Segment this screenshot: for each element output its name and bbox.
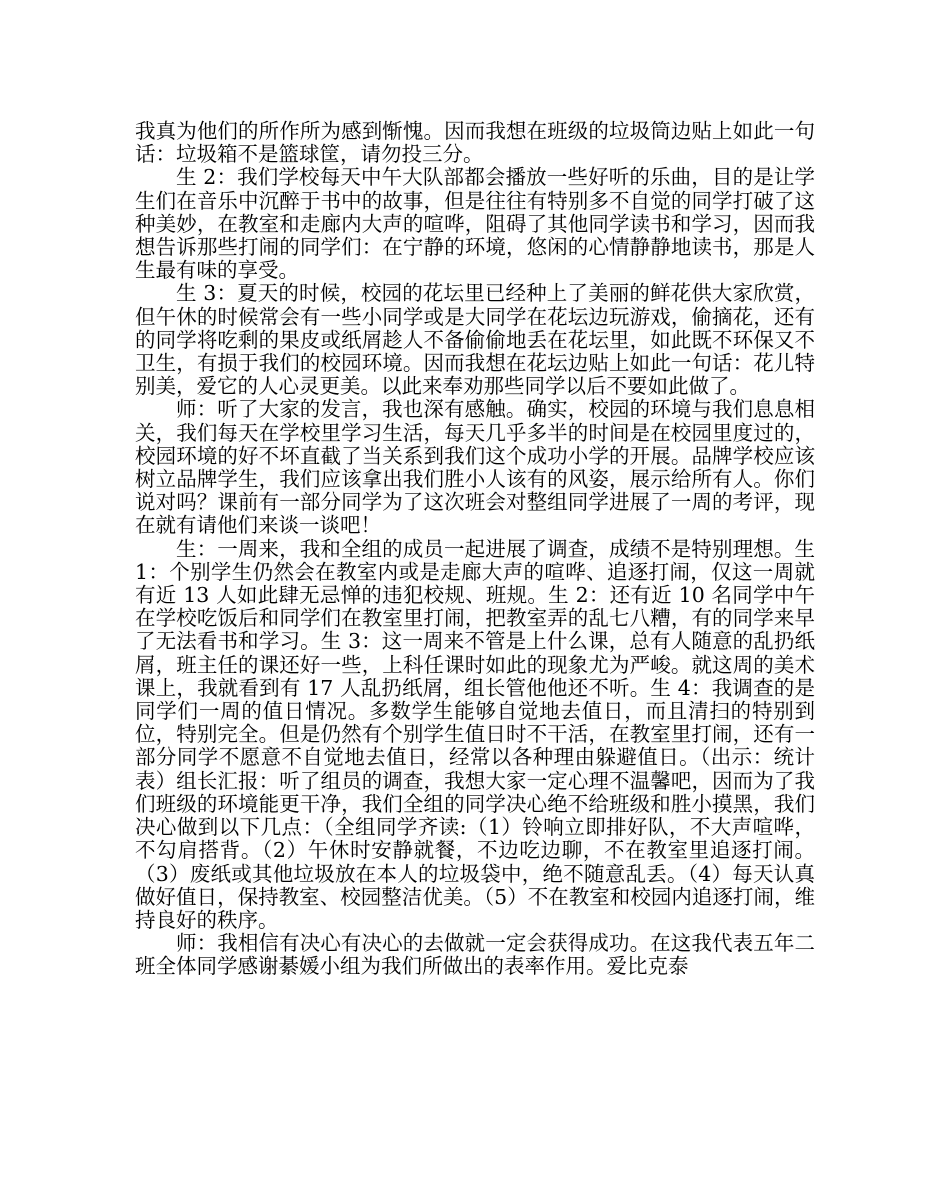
paragraph-group-report: 生：一周来，我和全组的成员一起进展了调查，成绩不是特别理想。生 1：个别学生仍然会在教室内或是走廊大声的喧哗、追逐打闹，仅这一周就有近 13 人如此肆无忌惮的违犯校规、班规。生 2：还有近 10 名同学中午在学校吃饭后和同学们在教室里打闹，把教室弄的乱七八糟，有的同学来早了无法看书和学习。生 3：这一周来不管是上什么课，总有人随意的乱扔纸屑，班主任的课还好一些，上科任课时如此的现象尤为严峻。就这周的美术课上，我就看到有 17 人乱扔纸屑，组长管他他还不听。生 4：我调查的是同学们一周的值日情况。多数学生能够自觉地去值日，而且清扫的特别到位，特别完全。但是仍然有个别学生值日时不干活，在教室里打闹，还有一部分同学不愿意不自觉地去值日，经常以各种理由躲避值日。（出示：统计表）组长汇报：听了组员的调查，我想大家一定心理不温馨吧，因而为了我们班级的环境能更干净，我们全组的同学决心绝不给班级和胜小摸黑，我们决心做到以下几点：（全组同学齐读:（1）铃响立即排好队，不大声喧哗，不勾肩搭背。（2）午休时安静就餐，不边吃边聊，不在教室里追逐打闹。（3）废纸或其他垃圾放在本人的垃圾袋中，绝不随意乱丢。（4）每天认真做好值日，保持教室、校园整洁优美。（5）不在教室和校园内追逐打闹，维持良好的秩序。	[135, 536, 815, 932]
document-body	[135, 120, 815, 979]
paragraph-student-2: 生 2：我们学校每天中午大队部都会播放一些好听的乐曲，目的是让学生们在音乐中沉醉于书中的故事，但是往往有特别多不自觉的同学打破了这种美妙，在教室和走廊内大声的喧哗，阻碍了其他同学读书和学习，因而我想告诉那些打闹的同学们：在宁静的环境，悠闲的心情静静地读书，那是人生最有味的享受。	[135, 165, 815, 283]
paragraph-intro: 我真为他们的所作所为感到惭愧。因而我想在班级的垃圾筒边贴上如此一句话：垃圾箱不是篮球筐，请勿投三分。	[135, 119, 815, 167]
paragraph-teacher-2: 师：我相信有决心有决心的去做就一定会获得成功。在这我代表五年二班全体同学感谢綦媛小组为我们所做出的表率作用。爱比克泰	[135, 931, 815, 979]
paragraph-student-3: 生 3：夏天的时候，校园的花坛里已经种上了美丽的鲜花供大家欣赏，但午休的时候常会有一些小同学或是大同学在花坛边玩游戏，偷摘花，还有的同学将吃剩的果皮或纸屑趁人不备偷偷地丢在花坛里，如此既不环保又不卫生，有损于我们的校园环境。因而我想在花坛边贴上如此一句话：花儿特别美，爱它的人心灵更美。以此来奉劝那些同学以后不要如此做了。	[135, 281, 815, 399]
paragraph-teacher-1: 师：听了大家的发言，我也深有感触。确实，校园的环境与我们息息相关，我们每天在学校里学习生活，每天几乎多半的时间是在校园里度过的，校园环境的好不坏直截了当关系到我们这个成功小学的开展。品牌学校应该树立品牌学生，我们应该拿出我们胜小人该有的风姿，展示给所有人。你们说对吗？课前有一部分同学为了这次班会对整组同学进展了一周的考评，现在就有请他们来谈一谈吧！	[135, 397, 815, 538]
